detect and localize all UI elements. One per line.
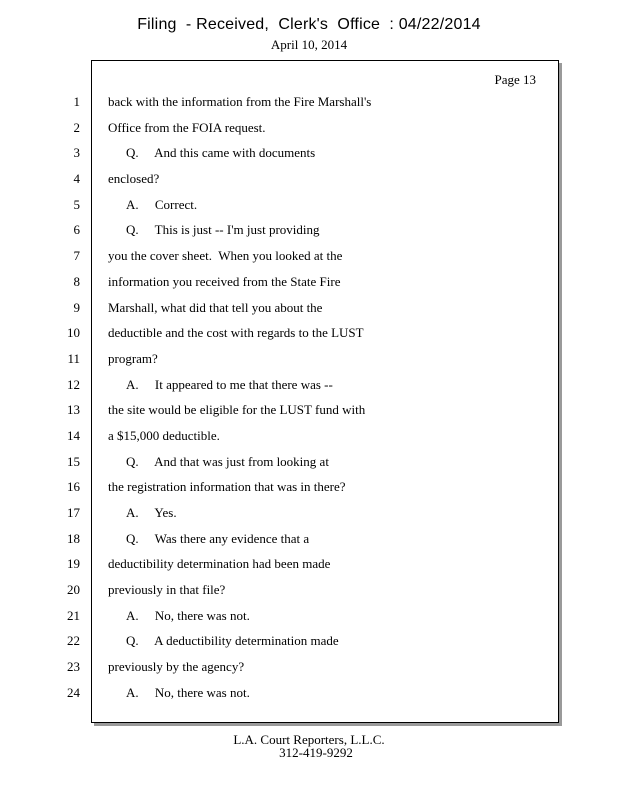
page-number: Page 13 xyxy=(494,72,536,87)
line-text: the site would be eligible for the LUST fund with xyxy=(108,402,366,418)
line-number: 17 xyxy=(67,505,80,520)
transcript-line xyxy=(0,217,618,243)
line-number: 24 xyxy=(67,684,80,700)
line-number: 1 xyxy=(73,94,80,109)
transcript-line xyxy=(0,166,618,192)
line-text: Q. And that was just from looking at xyxy=(126,453,329,469)
transcript-date: April 10, 2014 xyxy=(270,37,348,52)
line-number: 22 xyxy=(67,633,80,649)
transcript-line xyxy=(0,115,618,141)
line-text: Q. A deductibility determination made xyxy=(126,633,339,649)
transcript-line xyxy=(0,500,618,526)
line-text: Office from the FOIA request. xyxy=(108,119,266,135)
line-number: 5 xyxy=(73,196,80,212)
filing-stamp: Filing - Received, Clerk's Office : 04/22/2014 xyxy=(137,16,481,33)
line-text: deductibility determination had been made xyxy=(108,556,331,572)
line-text: previously by the agency? xyxy=(108,659,245,675)
transcript-line xyxy=(0,397,618,423)
line-number: 23 xyxy=(67,659,80,675)
line-number: 13 xyxy=(67,402,80,418)
transcript-line xyxy=(0,243,618,269)
line-number: 12 xyxy=(67,376,80,392)
line-number: 10 xyxy=(67,325,80,341)
line-text: Q. This is just -- I'm just providing xyxy=(126,222,320,238)
transcript-line xyxy=(0,654,618,680)
line-number: 6 xyxy=(73,222,80,238)
transcript-line xyxy=(0,628,618,654)
line-text: Q. And this came with documents xyxy=(126,145,316,161)
transcript-lines xyxy=(0,89,618,706)
line-text: enclosed? xyxy=(108,171,160,187)
line-text: the registration information that was in there? xyxy=(108,479,346,495)
transcript-line xyxy=(0,551,618,577)
line-number: 2 xyxy=(73,119,80,135)
line-number: 14 xyxy=(67,427,80,443)
transcript-line xyxy=(0,526,618,552)
transcript-line xyxy=(0,474,618,500)
transcript-line xyxy=(0,603,618,629)
line-number: 8 xyxy=(73,273,80,289)
line-text: program? xyxy=(108,350,158,366)
line-number: 21 xyxy=(67,607,80,623)
transcript-line xyxy=(0,577,618,603)
line-number: 3 xyxy=(73,145,80,161)
line-number: 7 xyxy=(73,248,80,264)
line-text: A. No, there was not. xyxy=(126,684,250,700)
line-number: 18 xyxy=(67,530,80,546)
line-text: back with the information from the Fire Marshall's xyxy=(108,94,372,109)
line-text: information you received from the State Fire xyxy=(108,273,341,289)
line-text: A. Yes. xyxy=(126,505,177,520)
transcript-line xyxy=(0,449,618,475)
line-text: Marshall, what did that tell you about the xyxy=(108,299,323,315)
line-number: 4 xyxy=(73,171,80,187)
transcript-line xyxy=(0,295,618,321)
transcript-line xyxy=(0,192,618,218)
line-text: a $15,000 deductible. xyxy=(108,427,220,443)
line-number: 16 xyxy=(67,479,80,495)
court-reporter-name: L.A. Court Reporters, L.L.C. xyxy=(233,732,385,747)
line-number: 9 xyxy=(73,299,80,315)
line-text: Q. Was there any evidence that a xyxy=(126,530,310,546)
line-text: A. Correct. xyxy=(126,196,198,212)
transcript-line xyxy=(0,372,618,398)
transcript-line xyxy=(0,89,618,115)
transcript-line xyxy=(0,423,618,449)
line-number: 20 xyxy=(67,582,80,598)
line-text: A. It appeared to me that there was -- xyxy=(126,376,333,392)
line-text: A. No, there was not. xyxy=(126,607,250,623)
line-text: you the cover sheet. When you looked at the xyxy=(108,248,343,264)
line-number: 15 xyxy=(67,453,80,469)
line-text: previously in that file? xyxy=(108,582,226,598)
line-number: 11 xyxy=(67,350,80,366)
line-number: 19 xyxy=(67,556,80,572)
transcript-line xyxy=(0,140,618,166)
transcript-line xyxy=(0,269,618,295)
court-reporter-phone: 312-419-9292 xyxy=(279,745,353,760)
transcript-line xyxy=(0,320,618,346)
transcript-line xyxy=(0,680,618,706)
line-text: deductible and the cost with regards to the LUST xyxy=(108,325,364,341)
transcript-line xyxy=(0,346,618,372)
